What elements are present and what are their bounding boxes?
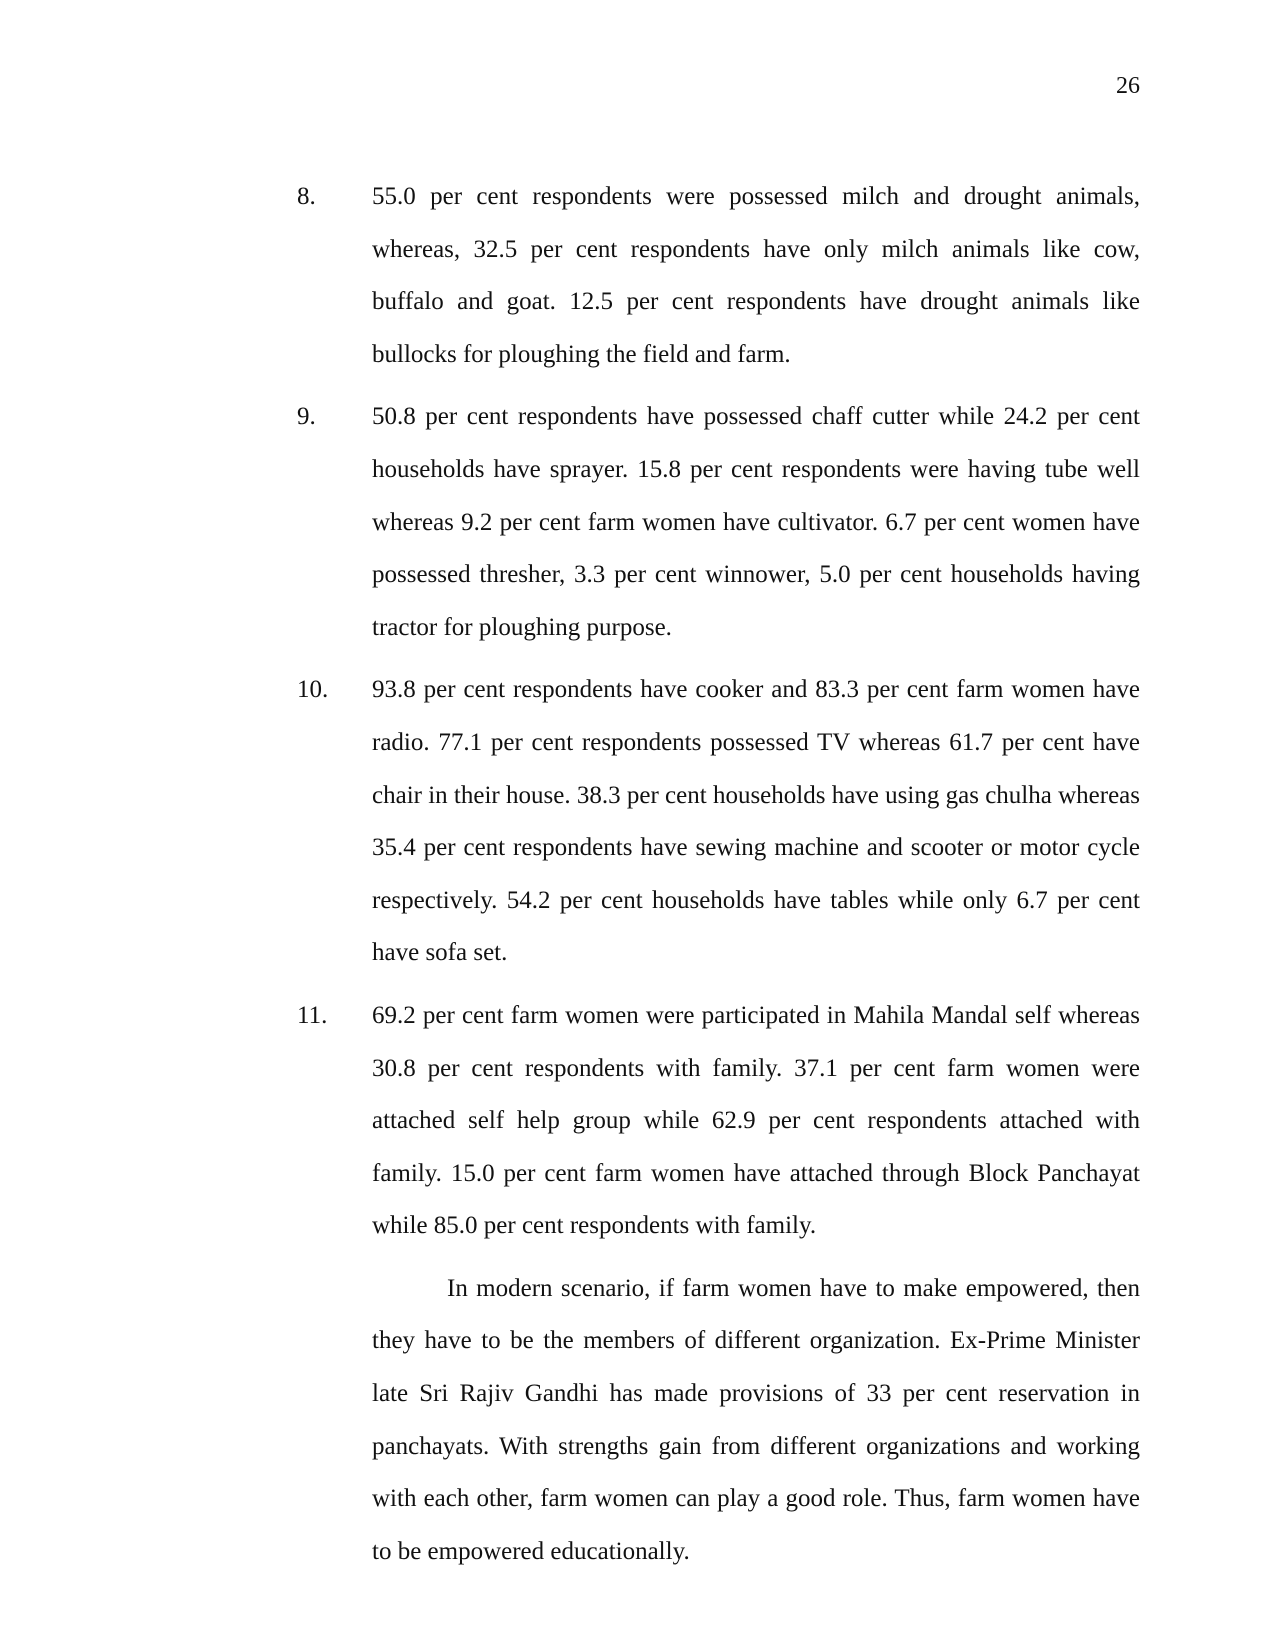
list-item-number: 8. bbox=[297, 183, 316, 210]
list-item-number: 11. bbox=[297, 1001, 328, 1029]
list-item-text: 50.8 per cent respondents have possessed chaff cutter while 24.2 per cent households have sprayer. 15.8 per cent respondents were having tube well whereas 9.2 per cent farm women have cultivator. 6.7 per cent women have possessed thresher, 3.3 per cent winnower, 5.0 per cent households having tractor for ploughing purpose. bbox=[372, 403, 1140, 641]
list-item-number: 9. bbox=[297, 403, 316, 431]
list-item-11 bbox=[297, 990, 1140, 1253]
list-item-text: 55.0 per cent respondents were possessed milch and drought animals, whereas, 32.5 per cent respondents have only milch animals like cow, buffalo and goat. 12.5 per cent respondents have drought animals like bullocks for ploughing the field and farm. bbox=[372, 183, 1140, 368]
page-number: 26 bbox=[1116, 73, 1140, 99]
list-item-text: 69.2 per cent farm women were participated in Mahila Mandal self whereas 30.8 per cent respondents with family. 37.1 per cent farm women were attached self help group while 62.9 per cent respondents attached with family. 15.0 per cent farm women have attached through Block Panchayat while 85.0 per cent respondents with family. bbox=[372, 1001, 1140, 1240]
list-item-9 bbox=[297, 391, 1140, 654]
closing-paragraph: In modern scenario, if farm women have to make empowered, then they have to be the members of different organization. Ex-Prime Minister late Sri Rajiv Gandhi has made provisions of 33 per cent reservation in panchayats. With strengths gain from different organizations and working with each other, farm women can play a good role. Thus, farm women have to be empowered educationally. bbox=[372, 1274, 1140, 1565]
list-item-8 bbox=[297, 171, 1140, 381]
document-body bbox=[297, 171, 1140, 1603]
list-item-text: 93.8 per cent respondents have cooker and 83.3 per cent farm women have radio. 77.1 per cent respondents possessed TV whereas 61.7 per cent have chair in their house. 38.3 per cent households have using gas chulha whereas 35.4 per cent respondents have sewing machine and scooter or motor cycle respectively. 54.2 per cent households have tables while only 6.7 per cent have sofa set. bbox=[372, 676, 1140, 967]
list-item-10 bbox=[297, 664, 1140, 980]
list-item-number: 10. bbox=[297, 676, 329, 704]
